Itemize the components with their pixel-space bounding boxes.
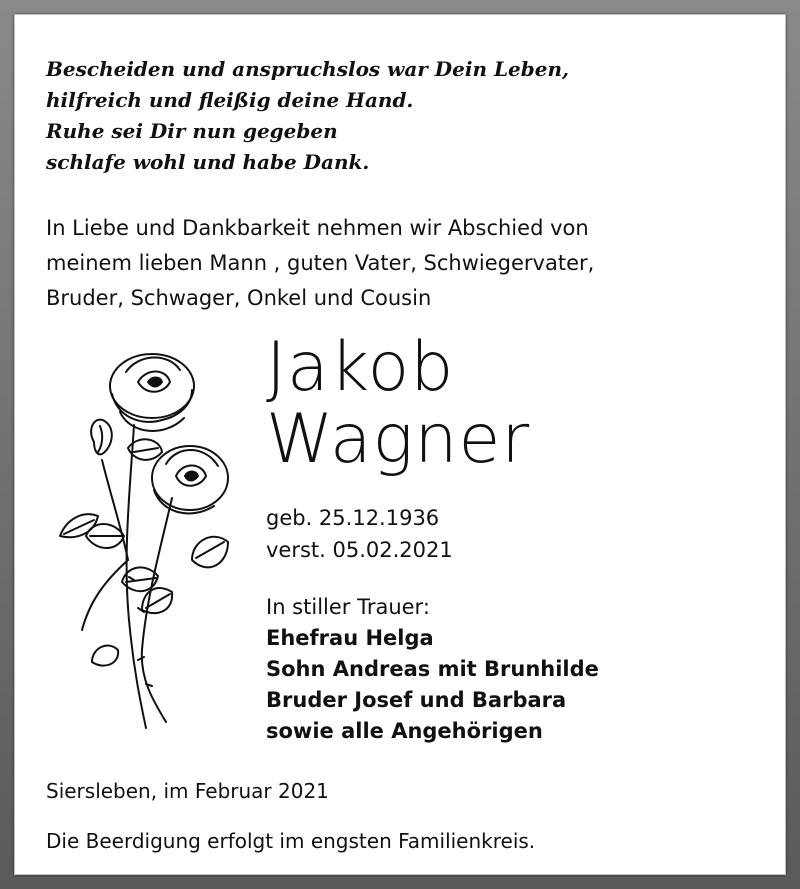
death-date: verst. 05.02.2021 (266, 538, 453, 562)
mourner-name: Sohn Andreas mit Brunhilde (266, 657, 599, 681)
obituary-card (14, 14, 786, 875)
verse-line: schlafe wohl und habe Dank. (46, 150, 370, 174)
place-date: Siersleben, im Februar 2021 (46, 779, 329, 803)
intro-line: meinem lieben Mann , guten Vater, Schwiegervater, (46, 251, 595, 275)
intro-text (46, 211, 766, 316)
last-name: Wagner (266, 400, 531, 479)
verse-line: Bescheiden und anspruchslos war Dein Leben, (46, 57, 569, 81)
mourners-heading: In stiller Trauer: (266, 595, 430, 619)
life-dates (266, 502, 453, 566)
verse (46, 54, 569, 178)
intro-line: Bruder, Schwager, Onkel und Cousin (46, 286, 432, 310)
verse-line: Ruhe sei Dir nun gegeben (46, 119, 338, 143)
mourner-name: Bruder Josef und Barbara (266, 688, 567, 712)
mourner-name: Ehefrau Helga (266, 626, 434, 650)
first-name: Jakob (266, 328, 455, 407)
intro-line: In Liebe und Dankbarkeit nehmen wir Abschied von (46, 216, 589, 240)
mourners-block (266, 592, 599, 747)
verse-line: hilfreich und fleißig deine Hand. (46, 88, 414, 112)
birth-date: geb. 25.12.1936 (266, 506, 440, 530)
deceased-name (266, 328, 531, 479)
mourner-name: sowie alle Angehörigen (266, 719, 543, 743)
funeral-note: Die Beerdigung erfolgt im engsten Familienkreis. (46, 829, 536, 853)
rose-illustration-icon (42, 330, 232, 740)
